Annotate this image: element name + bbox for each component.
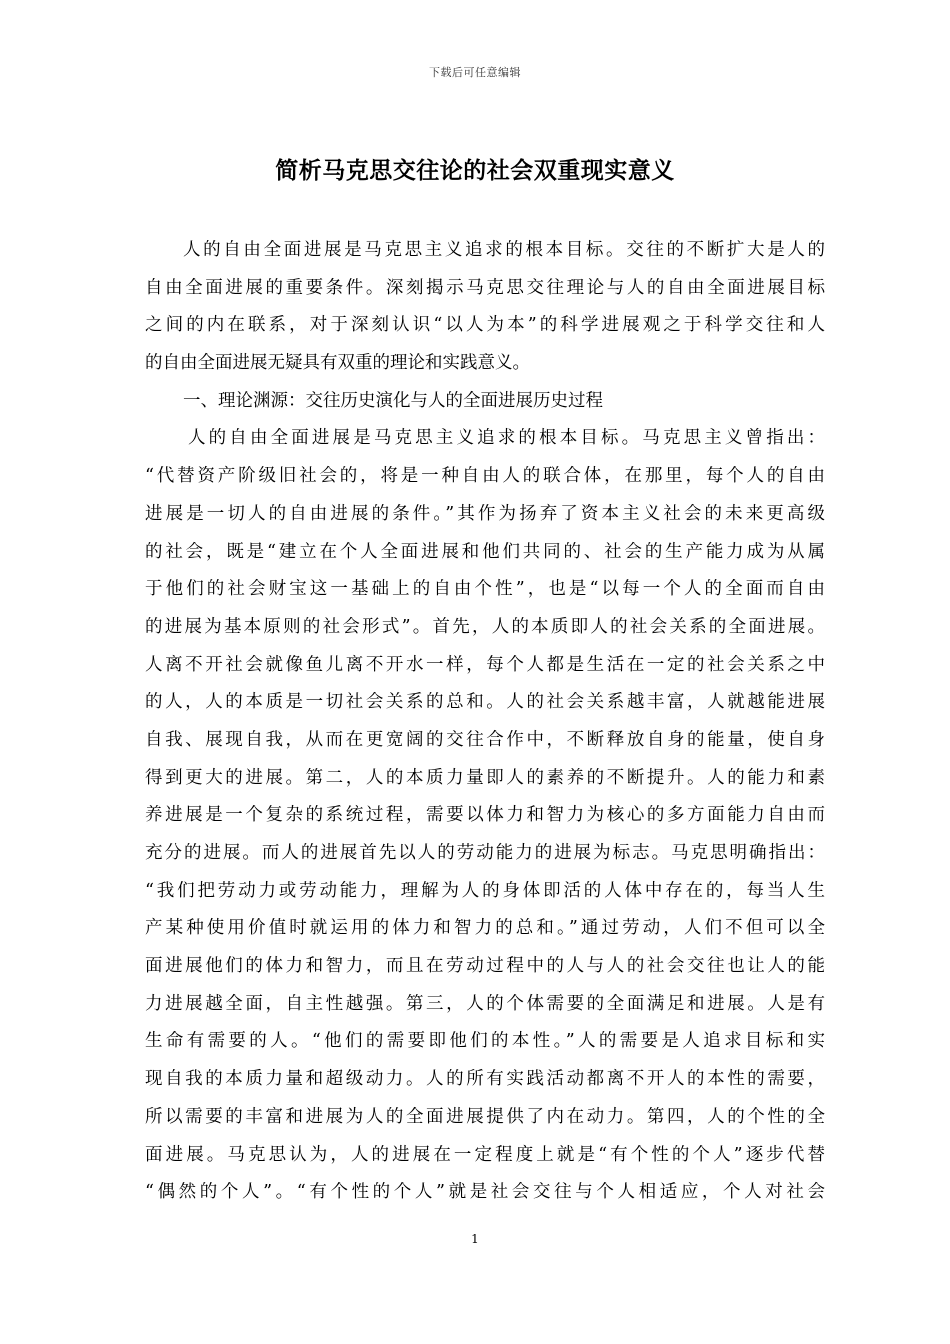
text-line: “代替资产阶级旧社会的，将是一种自由人的联合体，在那里，每个人的自由 xyxy=(145,466,825,487)
document-title: 简析马克思交往论的社会双重现实意义 xyxy=(275,158,675,184)
text-line: 的社会，既是“建立在个人全面进展和他们共同的、社会的生产能力成为从属 xyxy=(145,541,825,562)
text-line: 面进展。马克思认为，人的进展在一定程度上就是“有个性的个人”逐步代替 xyxy=(145,1144,825,1165)
text-line: 所以需要的丰富和进展为人的全面进展提供了内在动力。第四，人的个性的全 xyxy=(145,1106,825,1127)
text-line: 的人，人的本质是一切社会关系的总和。人的社会关系越丰富，人就越能进展 xyxy=(145,692,825,713)
document-body xyxy=(145,232,825,1212)
text-line: “我们把劳动力或劳动能力，理解为人的身体即活的人体中存在的，每当人生 xyxy=(145,880,825,901)
text-line: “偶然的个人”。“有个性的个人”就是社会交往与个人相适应，个人对社会 xyxy=(145,1182,825,1203)
page-header: 下载后可任意编辑 xyxy=(429,66,521,79)
text-line: 面进展他们的体力和智力，而且在劳动过程中的人与人的社会交往也让人的能 xyxy=(145,956,825,977)
text-line: 之间的内在联系，对于深刻认识“以人为本”的科学进展观之于科学交往和人 xyxy=(145,315,825,336)
text-line: 的进展为基本原则的社会形式”。首先，人的本质即人的社会关系的全面进展。 xyxy=(145,616,825,637)
text-line: 现自我的本质力量和超级动力。人的所有实践活动都离不开人的本性的需要， xyxy=(145,1069,825,1090)
text-line: 自我、展现自我，从而在更宽阔的交往合作中，不断释放自身的能量，使自身 xyxy=(145,729,825,750)
text-line: 人的自由全面进展是马克思主义追求的根本目标。马克思主义曾指出： xyxy=(188,428,825,449)
text-line: 力进展越全面，自主性越强。第三，人的个体需要的全面满足和进展。人是有 xyxy=(145,993,825,1014)
text-line: 产某种使用价值时就运用的体力和智力的总和。”通过劳动，人们不但可以全 xyxy=(145,918,825,939)
text-line: 生命有需要的人。“他们的需要即他们的本性。”人的需要是人追求目标和实 xyxy=(145,1031,825,1052)
text-line: 得到更大的进展。第二，人的本质力量即人的素养的不断提升。人的能力和素 xyxy=(145,767,825,788)
text-line: 进展是一切人的自由进展的条件。”其作为扬弃了资本主义社会的未来更高级 xyxy=(145,503,825,524)
text-line: 养进展是一个复杂的系统过程，需要以体力和智力为核心的多方面能力自由而 xyxy=(145,805,825,826)
text-line: 人离不开社会就像鱼儿离不开水一样，每个人都是生活在一定的社会关系之中 xyxy=(145,654,825,675)
page-number: 1 xyxy=(471,1232,479,1246)
text-line: 于他们的社会财宝这一基础上的自由个性”，也是“以每一个人的全面而自由 xyxy=(145,579,825,600)
section-heading: 一、理论渊源：交往历史演化与人的全面进展历史过程 xyxy=(183,390,603,411)
text-line: 人的自由全面进展是马克思主义追求的根本目标。交往的不断扩大是人的 xyxy=(183,240,825,260)
text-line: 充分的进展。而人的进展首先以人的劳动能力的进展为标志。马克思明确指出： xyxy=(145,843,825,863)
text-line: 自由全面进展的重要条件。深刻揭示马克思交往理论与人的自由全面进展目标 xyxy=(145,277,825,298)
text-line: 的自由全面进展无疑具有双重的理论和实践意义。 xyxy=(145,353,530,374)
